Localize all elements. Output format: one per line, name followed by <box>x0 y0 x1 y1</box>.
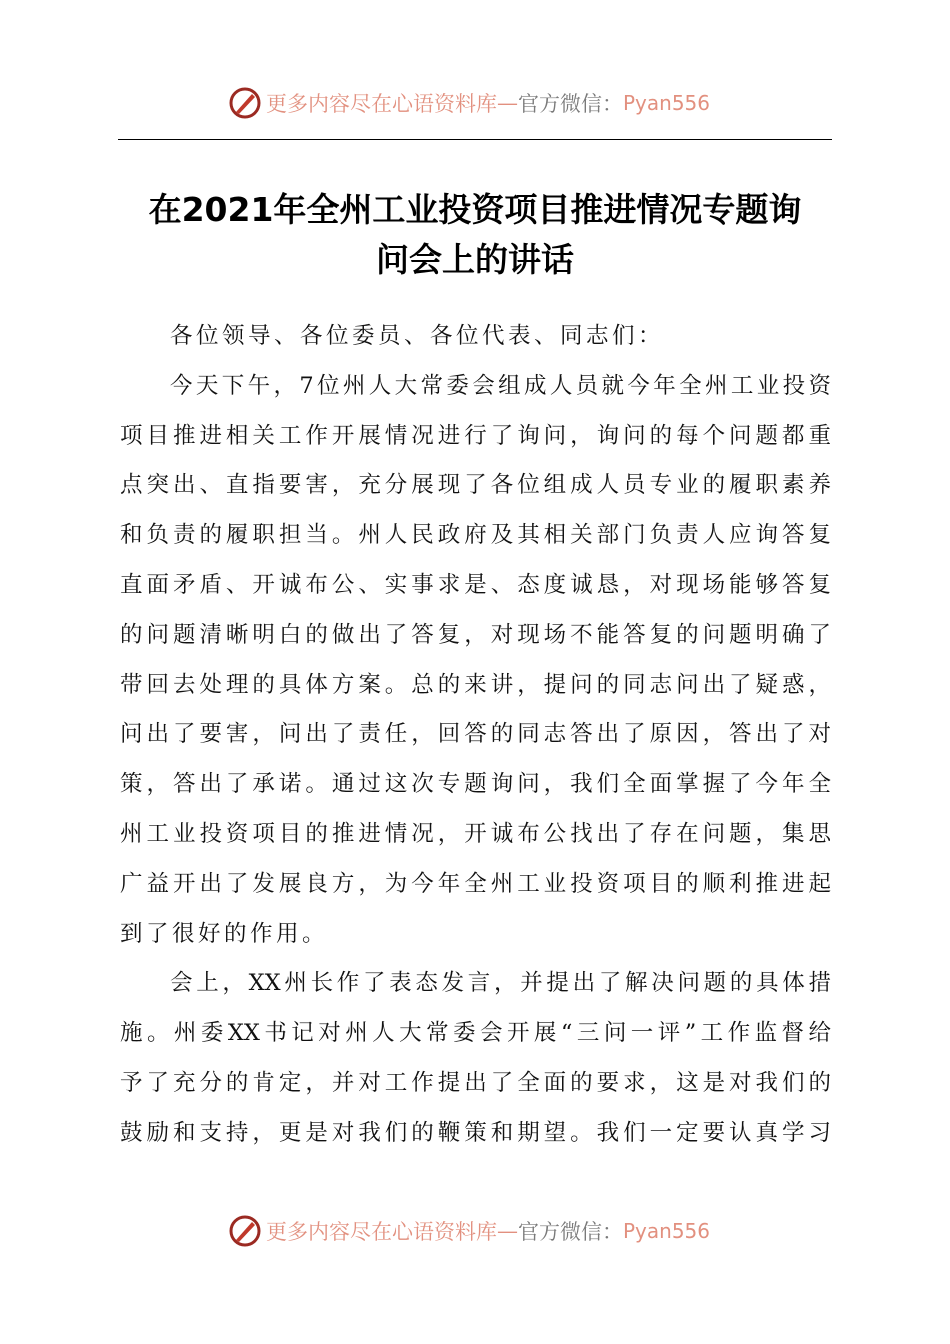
watermark-id: Pyan556 <box>623 91 711 115</box>
body-line: 和负责的履职担当。州人民政府及其相关部门负责人应询答复 <box>120 522 831 549</box>
body-line: 施。州委XX书记对州人大常委会开展“三问一评”工作监督给 <box>120 1020 831 1047</box>
body-line: 直面矛盾、开诚布公、实事求是、态度诚恳，对现场能够答复 <box>120 571 831 598</box>
body-line: 鼓励和支持，更是对我们的鞭策和期望。我们一定要认真学习 <box>120 1119 831 1146</box>
body-line: 各位领导、各位委员、各位代表、同志们： <box>170 323 665 349</box>
title-line-2: 问会上的讲话 <box>376 240 574 279</box>
body-line: 问出了要害，问出了责任，回答的同志答出了原因，答出了对 <box>120 721 831 748</box>
body-line: 今天下午，7位州人大常委会组成人员就今年全州工业投资 <box>170 372 831 399</box>
body-line: 予了充分的肯定，并对工作提出了全面的要求，这是对我们的 <box>120 1069 831 1096</box>
watermark-site: 更多内容尽在心语资料库 <box>266 92 497 116</box>
watermark-sep: — <box>497 1219 518 1243</box>
watermark-site: 更多内容尽在心语资料库 <box>266 1220 497 1244</box>
document-title <box>100 185 850 285</box>
body-line: 点突出、直指要害，充分展现了各位组成人员专业的履职素养 <box>120 472 831 499</box>
body-line: 带回去处理的具体方案。总的来讲，提问的同志问出了疑惑， <box>120 671 831 698</box>
title-line-1: 在2021年全州工业投资项目推进情况专题询 <box>148 190 802 229</box>
body-line: 州工业投资项目的推进情况，开诚布公找出了存在问题，集思 <box>120 820 831 847</box>
pen-logo-icon <box>228 86 262 120</box>
watermark-label: 官方微信： <box>518 1220 623 1244</box>
header-rule <box>118 139 832 140</box>
document-body <box>120 312 831 1159</box>
footer-watermark <box>228 1211 710 1251</box>
watermark-label: 官方微信： <box>518 92 623 116</box>
watermark-sep: — <box>497 91 518 115</box>
header-watermark <box>228 83 710 123</box>
body-line: 项目推进相关工作开展情况进行了询问，询问的每个问题都重 <box>120 422 831 449</box>
body-line: 广益开出了发展良方，为今年全州工业投资项目的顺利推进起 <box>120 870 831 897</box>
body-line: 到了很好的作用。 <box>120 920 329 947</box>
body-line: 会上，XX州长作了表态发言，并提出了解决问题的具体措 <box>170 970 831 997</box>
pen-logo-icon <box>228 1214 262 1248</box>
body-line: 的问题清晰明白的做出了答复，对现场不能答复的问题明确了 <box>120 621 831 648</box>
body-line: 策，答出了承诺。通过这次专题询问，我们全面掌握了今年全 <box>120 771 831 798</box>
watermark-id: Pyan556 <box>623 1219 711 1243</box>
